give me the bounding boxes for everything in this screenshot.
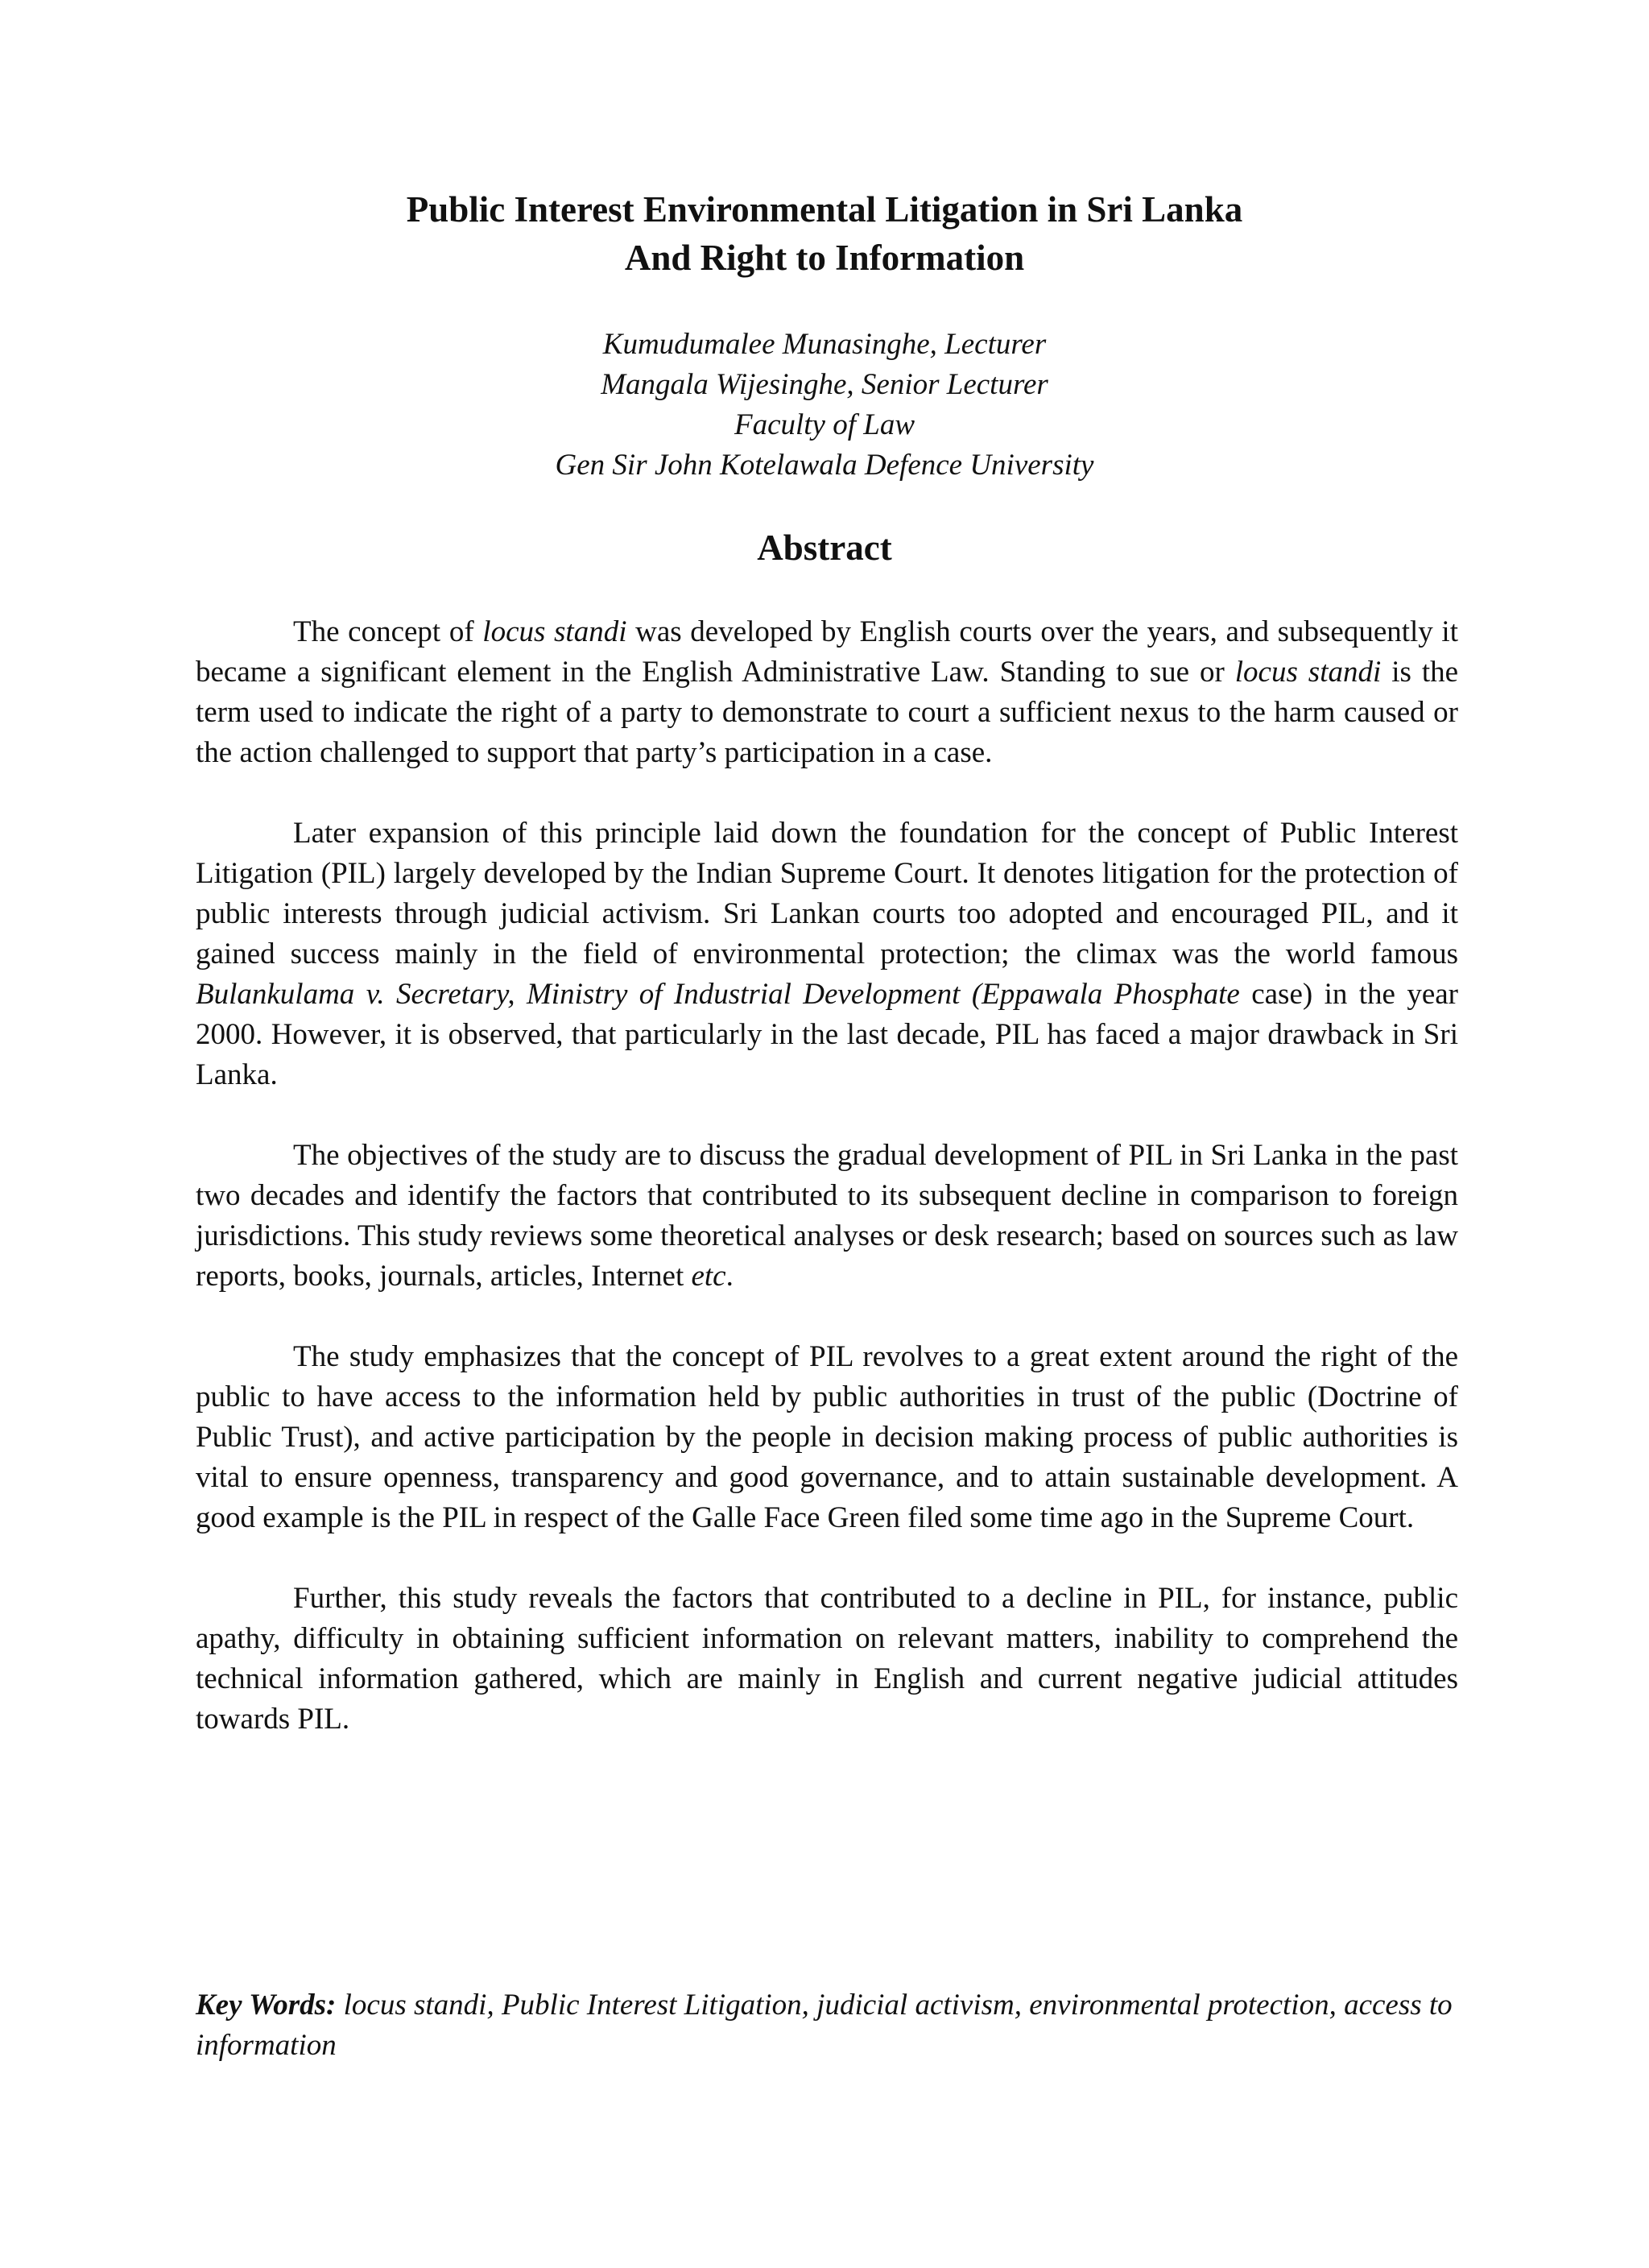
p1-text-1: The concept of (293, 615, 483, 648)
title-line-2: And Right to Information (624, 238, 1025, 278)
abstract-heading: Abstract (757, 528, 892, 568)
paper-title (0, 185, 1649, 282)
abstract-paragraph-5: Further, this study reveals the factors that contributed to a decline in PIL, for instance, public apathy, difficulty in obtaining sufficient information on relevant matters, inability to comprehend the technical information gathered, which are mainly in English and current negative judicial attitudes towards PIL. (196, 1582, 1458, 1736)
p1-italic-1: locus standi (482, 615, 627, 648)
p2-text-2: case) in the year 2000. However, it is observed, that particularly in the last decade, PIL has faced a major drawback in Sri Lanka. (196, 978, 1458, 1091)
abstract-paragraph-2 (196, 813, 1458, 1095)
faculty: Faculty of Law (734, 408, 915, 441)
keywords-label: Key Words: (196, 1989, 337, 2022)
university: Gen Sir John Kotelawala Defence University (555, 449, 1094, 482)
title-line-1: Public Interest Environmental Litigation in Sri Lanka (406, 189, 1243, 230)
p3-italic-1: etc (691, 1260, 726, 1293)
p1-text-3: is the term used to indicate the right of a party to demonstrate to court a sufficient nexus to the harm caused or the action challenged to support that party’s participation in a case. (196, 656, 1459, 769)
p2-text-1: Later expansion of this principle laid down the foundation for the concept of Public Interest Litigation (PIL) largely developed by the Indian Supreme Court. It denotes litigation for the protection of public interests through judicial activism. Sri Lankan courts too adopted and encouraged PIL, and it gained success mainly in the field of environmental protection; the climax was the world famous (196, 817, 1458, 971)
author-2: Mangala Wijesinghe, Senior Lecturer (601, 368, 1048, 401)
author-1: Kumudumalee Munasinghe, Lecturer (602, 328, 1047, 361)
p1-text-2: was developed by English courts over the years, and subsequently it became a significant element in the English Administrative Law. Standing to sue or (196, 615, 1458, 689)
p2-italic-1: Bulankulama v. Secretary, Ministry of Industrial Development (Eppawala Phosphate (196, 978, 1240, 1011)
p3-text-1: The objectives of the study are to discuss the gradual development of PIL in Sri Lanka in the past two decades and identify the factors that contributed to its subsequent decline in comparison to foreign jurisdictions. This study reviews some theoretical analyses or desk research; based on sources such as law reports, books, journals, articles, Internet (196, 1139, 1458, 1293)
keywords-text: locus standi, Public Interest Litigation, judicial activism, environmental protection, access to information (196, 1989, 1453, 2062)
abstract-paragraph-1 (196, 612, 1458, 773)
keywords (196, 1985, 1458, 2066)
abstract-paragraph-3 (196, 1136, 1458, 1297)
abstract-paragraph-4: The study emphasizes that the concept of PIL revolves to a great extent around the right of the public to have access to the information held by public authorities in trust of the public (Doctrine of Public Trust), and active participation by the people in decision making process of public authorities is vital to ensure openness, transparency and good governance, and to attain sustainable development. A good example is the PIL in respect of the Galle Face Green filed some time ago in the Supreme Court. (196, 1340, 1458, 1534)
p1-italic-2: locus standi (1234, 656, 1382, 689)
p3-text-2: . (725, 1260, 734, 1293)
abstract-body (196, 612, 1458, 1740)
author-block (0, 325, 1649, 486)
